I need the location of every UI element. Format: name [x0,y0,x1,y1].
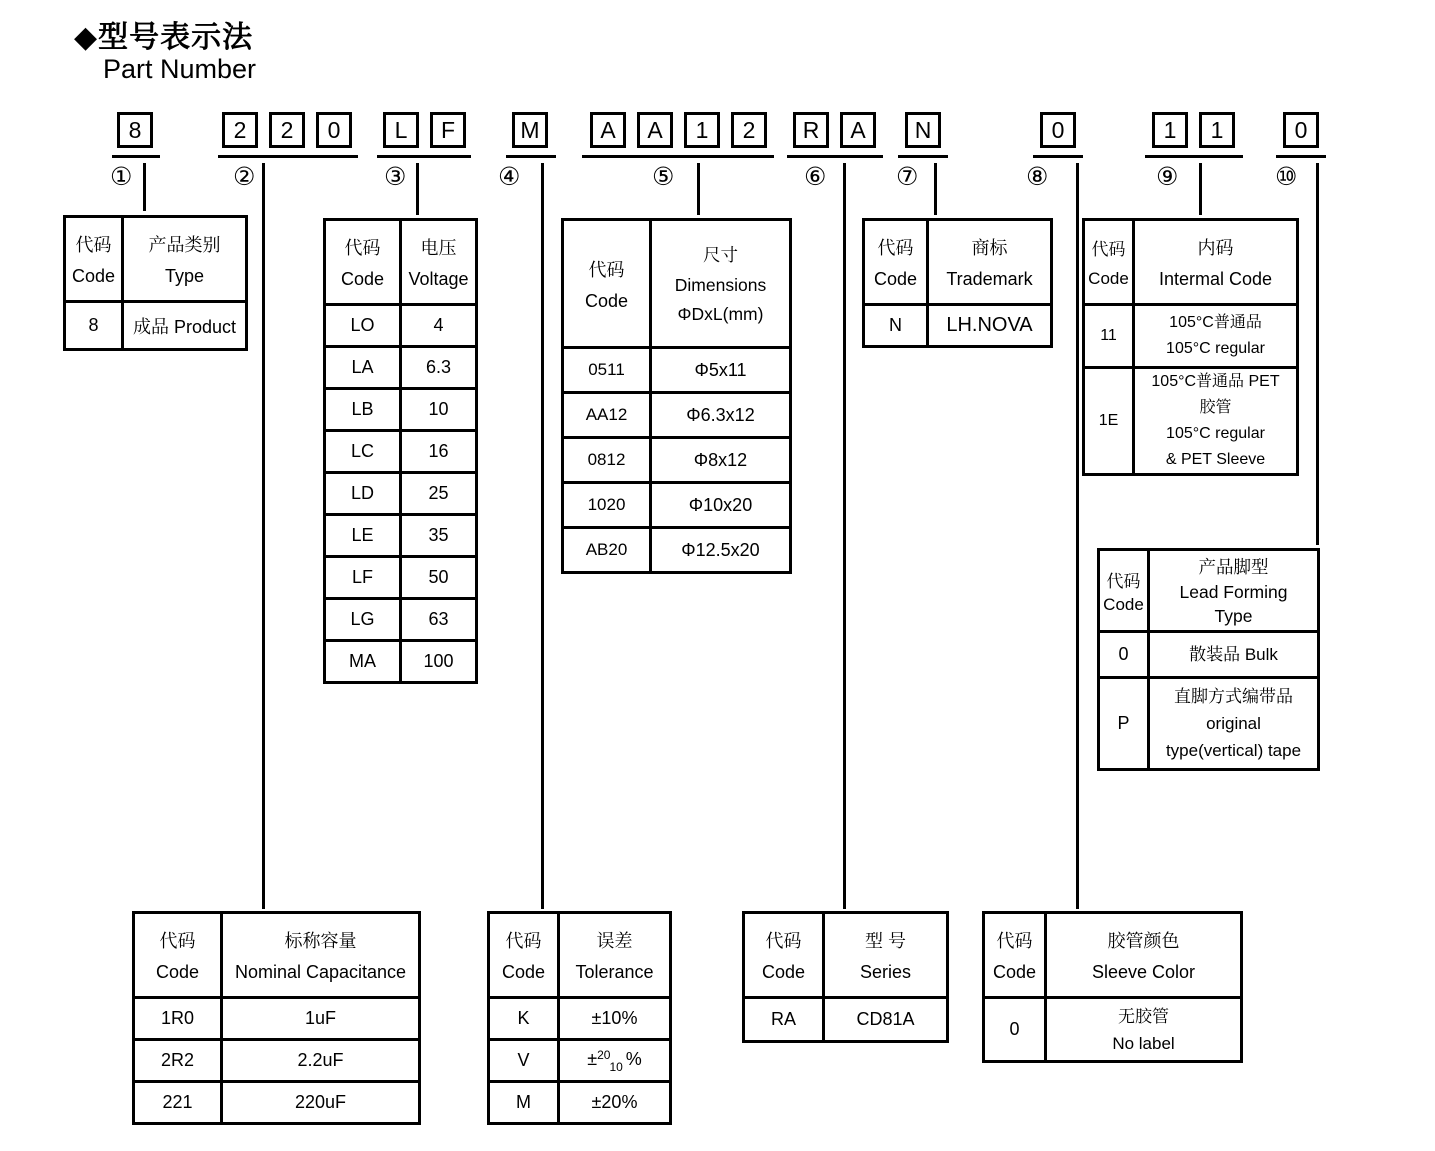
connector-line-6 [843,163,846,909]
value-cell: 25 [401,473,477,515]
value-cell: 2.2uF [222,1040,420,1082]
part-char-box: 1 [1199,112,1235,148]
code-cell: 2R2 [134,1040,222,1082]
trademark-table [862,218,1053,348]
connector-line-10 [1316,163,1319,545]
value-cell: 35 [401,515,477,557]
column-header: 产品类别 Type [123,217,247,302]
column-header: 代码 Code [134,913,222,998]
part-char-box: A [637,112,673,148]
column-header: 代码 Code [325,220,401,305]
voltage-table [323,218,478,684]
page-title-en: Part Number [103,54,257,84]
value-cell: 16 [401,431,477,473]
part-char-box: 1 [1152,112,1188,148]
part-char-box: 2 [222,112,258,148]
value-cell: ±$^{20}_{10}$ % [559,1040,671,1082]
part-group-4 [512,112,548,148]
value-cell: 直脚方式编带品 original type(vertical) tape [1149,678,1319,770]
code-cell: AB20 [563,528,651,573]
column-header: 误差 Tolerance [559,913,671,998]
value-cell: 105°C普通品 PET 胶管 105°C regular & PET Sleeve [1134,368,1298,475]
group-underline [506,155,556,158]
capacitance-table [132,911,421,1125]
column-header: 代码 Code [563,220,651,348]
group-number-1: ① [110,163,133,191]
code-cell: 0 [984,998,1046,1062]
part-char-box: 8 [117,112,153,148]
value-cell: 4 [401,305,477,347]
product-type-table [63,215,248,351]
connector-line-1 [143,163,146,211]
part-char-box: A [590,112,626,148]
value-cell: 散装品 Bulk [1149,632,1319,678]
part-char-box: 2 [269,112,305,148]
group-number-5: ⑤ [652,163,675,191]
code-cell: LO [325,305,401,347]
group-number-7: ⑦ [896,163,919,191]
column-header: 代码 Code [864,220,928,305]
group-number-8: ⑧ [1026,163,1049,191]
code-cell: 0 [1099,632,1149,678]
internal-code-table [1082,218,1299,476]
column-header: 尺寸 Dimensions ΦDxL(mm) [651,220,791,348]
column-header: 代码 Code [65,217,123,302]
part-group-10 [1283,112,1319,148]
code-cell: M [489,1082,559,1124]
code-cell: LA [325,347,401,389]
connector-line-2 [262,163,265,909]
part-group-3 [383,112,466,148]
value-cell: 无胶管 No label [1046,998,1242,1062]
sleeve-color-table [982,911,1243,1063]
code-cell: LE [325,515,401,557]
group-underline [112,155,160,158]
code-cell: LB [325,389,401,431]
part-group-9 [1152,112,1235,148]
code-cell: 1R0 [134,998,222,1040]
tolerance-minus: 10 [609,1059,623,1074]
value-cell: Φ6.3x12 [651,393,791,438]
code-cell: LD [325,473,401,515]
series-table [742,911,949,1043]
connector-line-8 [1076,163,1079,909]
code-cell: K [489,998,559,1040]
part-char-box: 0 [1040,112,1076,148]
part-char-box: F [430,112,466,148]
part-group-1 [117,112,153,148]
column-header: 代码 Code [1099,550,1149,632]
value-cell: Φ10x20 [651,483,791,528]
part-char-box: M [512,112,548,148]
part-group-7 [905,112,941,148]
column-header: 代码 Code [489,913,559,998]
value-cell: Φ8x12 [651,438,791,483]
column-header: 代码 Code [1084,220,1134,305]
value-cell: 105°C普通品 105°C regular [1134,305,1298,368]
column-header: 商标 Trademark [928,220,1052,305]
code-cell: LG [325,599,401,641]
connector-line-7 [934,163,937,215]
lead-forming-table [1097,548,1320,771]
part-char-box: 1 [684,112,720,148]
dimensions-table [561,218,792,574]
value-cell: ±10% [559,998,671,1040]
connector-line-4 [541,163,544,909]
value-cell: Φ12.5x20 [651,528,791,573]
group-underline [218,155,358,158]
group-number-9: ⑨ [1156,163,1179,191]
group-underline [582,155,774,158]
value-cell: 1uF [222,998,420,1040]
group-number-3: ③ [384,163,407,191]
group-number-4: ④ [498,163,521,191]
column-header: 电压 Voltage [401,220,477,305]
group-underline [1145,155,1243,158]
code-cell: MA [325,641,401,683]
part-group-2 [222,112,352,148]
code-cell: 8 [65,302,123,350]
code-cell: AA12 [563,393,651,438]
group-underline [377,155,471,158]
part-char-box: 2 [731,112,767,148]
part-char-box: L [383,112,419,148]
part-char-box: 0 [1283,112,1319,148]
code-cell: 1E [1084,368,1134,475]
part-char-box: A [840,112,876,148]
column-header: 产品脚型 Lead Forming Type [1149,550,1319,632]
connector-line-3 [416,163,419,215]
code-cell: 11 [1084,305,1134,368]
code-cell: 0812 [563,438,651,483]
column-header: 胶管颜色 Sleeve Color [1046,913,1242,998]
group-number-6: ⑥ [804,163,827,191]
code-cell: RA [744,998,824,1042]
value-cell: 10 [401,389,477,431]
column-header: 标称容量 Nominal Capacitance [222,913,420,998]
value-cell: 50 [401,557,477,599]
connector-line-5 [697,163,700,215]
value-cell: 63 [401,599,477,641]
code-cell: 221 [134,1082,222,1124]
part-char-box: N [905,112,941,148]
tolerance-plus: 20 [597,1047,611,1062]
value-cell: 220uF [222,1082,420,1124]
group-underline [787,155,883,158]
code-cell: V [489,1040,559,1082]
page-title-zh: ◆型号表示法 [74,21,254,54]
tolerance-table [487,911,672,1125]
part-group-5 [590,112,767,148]
column-header: 代码 Code [744,913,824,998]
column-header: 代码 Code [984,913,1046,998]
code-cell: LC [325,431,401,473]
group-underline [898,155,948,158]
part-group-8 [1040,112,1076,148]
column-header: 内码 Intermal Code [1134,220,1298,305]
code-cell: LF [325,557,401,599]
part-group-6 [793,112,876,148]
value-cell: LH.NOVA [928,305,1052,347]
part-char-box: 0 [316,112,352,148]
column-header: 型 号 Series [824,913,948,998]
group-underline [1276,155,1326,158]
code-cell: P [1099,678,1149,770]
value-cell: CD81A [824,998,948,1042]
value-cell: 6.3 [401,347,477,389]
group-number-10: ⑩ [1275,163,1298,191]
value-cell: 成品 Product [123,302,247,350]
group-number-2: ② [233,163,256,191]
group-underline [1033,155,1083,158]
value-cell: ±20% [559,1082,671,1124]
connector-line-9 [1199,163,1202,215]
code-cell: 1020 [563,483,651,528]
value-cell: 100 [401,641,477,683]
value-cell: Φ5x11 [651,348,791,393]
part-char-box: R [793,112,829,148]
code-cell: N [864,305,928,347]
code-cell: 0511 [563,348,651,393]
